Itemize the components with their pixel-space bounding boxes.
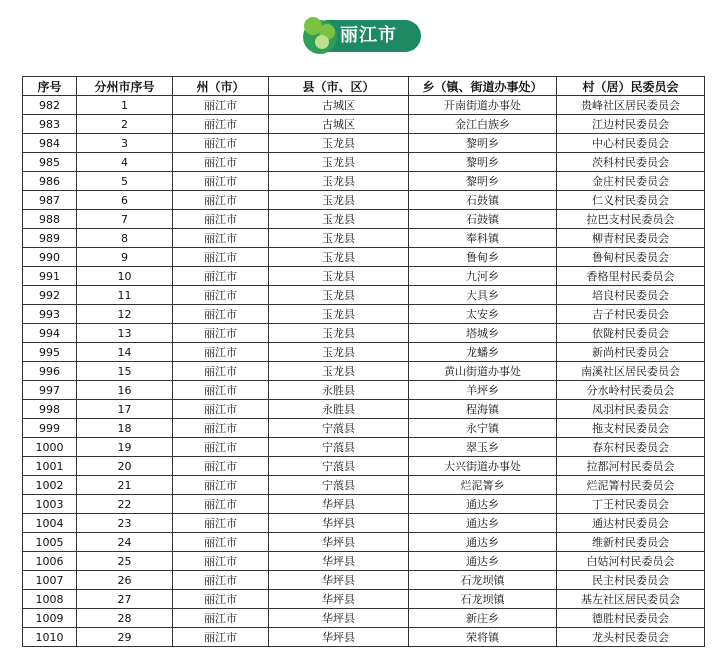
- cell-committee: 烂泥箐村民委员会: [557, 476, 705, 495]
- cell-county: 玉龙县: [269, 248, 409, 267]
- cell-county: 玉龙县: [269, 343, 409, 362]
- cell-township: 石龙坝镇: [409, 590, 557, 609]
- cell-township: 金江白族乡: [409, 115, 557, 134]
- cell-prefecture: 丽江市: [173, 552, 269, 571]
- cell-township: 开南街道办事处: [409, 96, 557, 115]
- cell-county: 华坪县: [269, 609, 409, 628]
- table-row: [23, 628, 705, 647]
- cell-city-serial: 19: [77, 438, 173, 457]
- table-row: [23, 438, 705, 457]
- cell-county: 古城区: [269, 96, 409, 115]
- cell-county: 玉龙县: [269, 134, 409, 153]
- cell-city-serial: 7: [77, 210, 173, 229]
- cell-committee: 鲁甸村民委员会: [557, 248, 705, 267]
- cell-serial: 993: [23, 305, 77, 324]
- cell-city-serial: 24: [77, 533, 173, 552]
- cell-committee: 拖支村民委员会: [557, 419, 705, 438]
- cell-serial: 1000: [23, 438, 77, 457]
- column-header-serial: 序号: [23, 77, 77, 96]
- cell-prefecture: 丽江市: [173, 533, 269, 552]
- cell-township: 黎明乡: [409, 134, 557, 153]
- table-row: [23, 514, 705, 533]
- cell-committee: 中心村民委员会: [557, 134, 705, 153]
- cell-serial: 1010: [23, 628, 77, 647]
- table-row: [23, 248, 705, 267]
- cell-prefecture: 丽江市: [173, 229, 269, 248]
- table-row: [23, 172, 705, 191]
- cell-city-serial: 16: [77, 381, 173, 400]
- cell-serial: 991: [23, 267, 77, 286]
- cell-prefecture: 丽江市: [173, 590, 269, 609]
- leaf-icon: [298, 14, 342, 58]
- cell-committee: 新尚村民委员会: [557, 343, 705, 362]
- cell-city-serial: 27: [77, 590, 173, 609]
- cell-township: 大兴街道办事处: [409, 457, 557, 476]
- cell-county: 华坪县: [269, 552, 409, 571]
- cell-prefecture: 丽江市: [173, 324, 269, 343]
- cell-township: 大具乡: [409, 286, 557, 305]
- cell-prefecture: 丽江市: [173, 381, 269, 400]
- cell-serial: 983: [23, 115, 77, 134]
- table-row: [23, 229, 705, 248]
- cell-prefecture: 丽江市: [173, 495, 269, 514]
- cell-committee: 吉子村民委员会: [557, 305, 705, 324]
- cell-committee: 培良村民委员会: [557, 286, 705, 305]
- cell-committee: 金庄村民委员会: [557, 172, 705, 191]
- cell-committee: 依陇村民委员会: [557, 324, 705, 343]
- cell-prefecture: 丽江市: [173, 571, 269, 590]
- cell-prefecture: 丽江市: [173, 267, 269, 286]
- cell-serial: 1004: [23, 514, 77, 533]
- table-row: [23, 381, 705, 400]
- column-header-prefecture: 州（市）: [173, 77, 269, 96]
- cell-township: 翠玉乡: [409, 438, 557, 457]
- cell-prefecture: 丽江市: [173, 438, 269, 457]
- village-committee-table: [22, 76, 705, 647]
- cell-city-serial: 12: [77, 305, 173, 324]
- table-header-row: [23, 77, 705, 96]
- cell-county: 古城区: [269, 115, 409, 134]
- cell-city-serial: 11: [77, 286, 173, 305]
- page-title: 丽江市: [340, 25, 397, 46]
- cell-committee: 丁王村民委员会: [557, 495, 705, 514]
- column-header-city-serial: 分州市序号: [77, 77, 173, 96]
- cell-serial: 989: [23, 229, 77, 248]
- cell-county: 华坪县: [269, 514, 409, 533]
- cell-prefecture: 丽江市: [173, 628, 269, 647]
- cell-serial: 1002: [23, 476, 77, 495]
- cell-serial: 1001: [23, 457, 77, 476]
- table-row: [23, 457, 705, 476]
- cell-city-serial: 22: [77, 495, 173, 514]
- cell-prefecture: 丽江市: [173, 96, 269, 115]
- cell-township: 羊坪乡: [409, 381, 557, 400]
- table-row: [23, 267, 705, 286]
- cell-prefecture: 丽江市: [173, 457, 269, 476]
- table-row: [23, 552, 705, 571]
- cell-committee: 通达村民委员会: [557, 514, 705, 533]
- cell-city-serial: 21: [77, 476, 173, 495]
- table-row: [23, 476, 705, 495]
- cell-serial: 1009: [23, 609, 77, 628]
- column-header-township: 乡（镇、街道办事处）: [409, 77, 557, 96]
- table-row: [23, 571, 705, 590]
- cell-prefecture: 丽江市: [173, 305, 269, 324]
- table-row: [23, 305, 705, 324]
- cell-city-serial: 15: [77, 362, 173, 381]
- cell-committee: 南溪社区居民委员会: [557, 362, 705, 381]
- cell-township: 石鼓镇: [409, 191, 557, 210]
- cell-township: 通达乡: [409, 495, 557, 514]
- cell-serial: 988: [23, 210, 77, 229]
- cell-county: 华坪县: [269, 495, 409, 514]
- cell-city-serial: 17: [77, 400, 173, 419]
- cell-serial: 1003: [23, 495, 77, 514]
- cell-township: 黎明乡: [409, 172, 557, 191]
- cell-committee: 仁义村民委员会: [557, 191, 705, 210]
- cell-county: 华坪县: [269, 533, 409, 552]
- cell-prefecture: 丽江市: [173, 115, 269, 134]
- cell-prefecture: 丽江市: [173, 609, 269, 628]
- cell-committee: 香格里村民委员会: [557, 267, 705, 286]
- cell-township: 九河乡: [409, 267, 557, 286]
- table-row: [23, 115, 705, 134]
- cell-township: 荣将镇: [409, 628, 557, 647]
- cell-prefecture: 丽江市: [173, 248, 269, 267]
- cell-city-serial: 13: [77, 324, 173, 343]
- table-row: [23, 286, 705, 305]
- cell-township: 太安乡: [409, 305, 557, 324]
- table-row: [23, 609, 705, 628]
- cell-prefecture: 丽江市: [173, 400, 269, 419]
- cell-committee: 凤羽村民委员会: [557, 400, 705, 419]
- cell-prefecture: 丽江市: [173, 286, 269, 305]
- cell-county: 永胜县: [269, 400, 409, 419]
- cell-city-serial: 29: [77, 628, 173, 647]
- table-row: [23, 590, 705, 609]
- cell-city-serial: 4: [77, 153, 173, 172]
- table-row: [23, 96, 705, 115]
- cell-city-serial: 25: [77, 552, 173, 571]
- cell-serial: 995: [23, 343, 77, 362]
- cell-city-serial: 18: [77, 419, 173, 438]
- cell-prefecture: 丽江市: [173, 476, 269, 495]
- cell-county: 华坪县: [269, 628, 409, 647]
- cell-serial: 997: [23, 381, 77, 400]
- cell-city-serial: 1: [77, 96, 173, 115]
- column-header-county: 县（市、区）: [269, 77, 409, 96]
- cell-serial: 982: [23, 96, 77, 115]
- cell-township: 新庄乡: [409, 609, 557, 628]
- cell-township: 塔城乡: [409, 324, 557, 343]
- cell-township: 通达乡: [409, 552, 557, 571]
- cell-city-serial: 26: [77, 571, 173, 590]
- cell-serial: 985: [23, 153, 77, 172]
- cell-serial: 1008: [23, 590, 77, 609]
- cell-city-serial: 28: [77, 609, 173, 628]
- cell-city-serial: 23: [77, 514, 173, 533]
- cell-committee: 德胜村民委员会: [557, 609, 705, 628]
- cell-committee: 贵峰社区居民委员会: [557, 96, 705, 115]
- cell-township: 石鼓镇: [409, 210, 557, 229]
- cell-prefecture: 丽江市: [173, 153, 269, 172]
- cell-county: 华坪县: [269, 590, 409, 609]
- cell-county: 玉龙县: [269, 305, 409, 324]
- table-row: [23, 419, 705, 438]
- cell-city-serial: 10: [77, 267, 173, 286]
- cell-township: 奉科镇: [409, 229, 557, 248]
- table-row: [23, 153, 705, 172]
- table-row: [23, 533, 705, 552]
- cell-prefecture: 丽江市: [173, 191, 269, 210]
- table-row: [23, 134, 705, 153]
- cell-serial: 1006: [23, 552, 77, 571]
- cell-county: 玉龙县: [269, 286, 409, 305]
- cell-township: 龙蟠乡: [409, 343, 557, 362]
- cell-prefecture: 丽江市: [173, 210, 269, 229]
- cell-prefecture: 丽江市: [173, 419, 269, 438]
- cell-serial: 992: [23, 286, 77, 305]
- cell-committee: 白姑河村民委员会: [557, 552, 705, 571]
- cell-committee: 江边村民委员会: [557, 115, 705, 134]
- table-row: [23, 343, 705, 362]
- table-row: [23, 191, 705, 210]
- leaf-shape-highlight: [315, 35, 329, 49]
- cell-serial: 986: [23, 172, 77, 191]
- cell-prefecture: 丽江市: [173, 362, 269, 381]
- cell-township: 鲁甸乡: [409, 248, 557, 267]
- table-row: [23, 210, 705, 229]
- cell-serial: 994: [23, 324, 77, 343]
- cell-prefecture: 丽江市: [173, 343, 269, 362]
- cell-committee: 拉都河村民委员会: [557, 457, 705, 476]
- cell-committee: 拉巴支村民委员会: [557, 210, 705, 229]
- cell-county: 玉龙县: [269, 191, 409, 210]
- cell-serial: 984: [23, 134, 77, 153]
- cell-serial: 990: [23, 248, 77, 267]
- cell-serial: 996: [23, 362, 77, 381]
- cell-committee: 基左社区居民委员会: [557, 590, 705, 609]
- cell-township: 永宁镇: [409, 419, 557, 438]
- table-row: [23, 400, 705, 419]
- cell-city-serial: 3: [77, 134, 173, 153]
- cell-county: 华坪县: [269, 571, 409, 590]
- city-title-badge: [298, 14, 421, 58]
- column-header-committee: 村（居）民委员会: [557, 77, 705, 96]
- cell-city-serial: 20: [77, 457, 173, 476]
- cell-township: 通达乡: [409, 533, 557, 552]
- table-row: [23, 324, 705, 343]
- cell-city-serial: 6: [77, 191, 173, 210]
- cell-committee: 维新村民委员会: [557, 533, 705, 552]
- cell-township: 黄山街道办事处: [409, 362, 557, 381]
- cell-committee: 柳青村民委员会: [557, 229, 705, 248]
- cell-city-serial: 8: [77, 229, 173, 248]
- cell-serial: 1007: [23, 571, 77, 590]
- cell-city-serial: 9: [77, 248, 173, 267]
- cell-county: 永胜县: [269, 381, 409, 400]
- cell-county: 玉龙县: [269, 172, 409, 191]
- cell-serial: 987: [23, 191, 77, 210]
- cell-committee: 茨科村民委员会: [557, 153, 705, 172]
- cell-township: 烂泥箐乡: [409, 476, 557, 495]
- table-row: [23, 495, 705, 514]
- cell-county: 玉龙县: [269, 210, 409, 229]
- cell-county: 宁蒗县: [269, 457, 409, 476]
- cell-city-serial: 5: [77, 172, 173, 191]
- cell-prefecture: 丽江市: [173, 514, 269, 533]
- cell-committee: 民主村民委员会: [557, 571, 705, 590]
- cell-city-serial: 14: [77, 343, 173, 362]
- cell-township: 通达乡: [409, 514, 557, 533]
- cell-township: 石龙坝镇: [409, 571, 557, 590]
- cell-serial: 998: [23, 400, 77, 419]
- table-body: [23, 96, 705, 647]
- cell-committee: 分水岭村民委员会: [557, 381, 705, 400]
- cell-committee: 龙头村民委员会: [557, 628, 705, 647]
- cell-serial: 999: [23, 419, 77, 438]
- cell-prefecture: 丽江市: [173, 134, 269, 153]
- cell-county: 玉龙县: [269, 153, 409, 172]
- cell-county: 玉龙县: [269, 324, 409, 343]
- cell-county: 玉龙县: [269, 362, 409, 381]
- cell-county: 宁蒗县: [269, 419, 409, 438]
- cell-county: 玉龙县: [269, 229, 409, 248]
- cell-prefecture: 丽江市: [173, 172, 269, 191]
- table-row: [23, 362, 705, 381]
- cell-county: 宁蒗县: [269, 476, 409, 495]
- cell-committee: 春东村民委员会: [557, 438, 705, 457]
- cell-serial: 1005: [23, 533, 77, 552]
- cell-city-serial: 2: [77, 115, 173, 134]
- cell-county: 玉龙县: [269, 267, 409, 286]
- cell-township: 黎明乡: [409, 153, 557, 172]
- cell-township: 程海镇: [409, 400, 557, 419]
- cell-county: 宁蒗县: [269, 438, 409, 457]
